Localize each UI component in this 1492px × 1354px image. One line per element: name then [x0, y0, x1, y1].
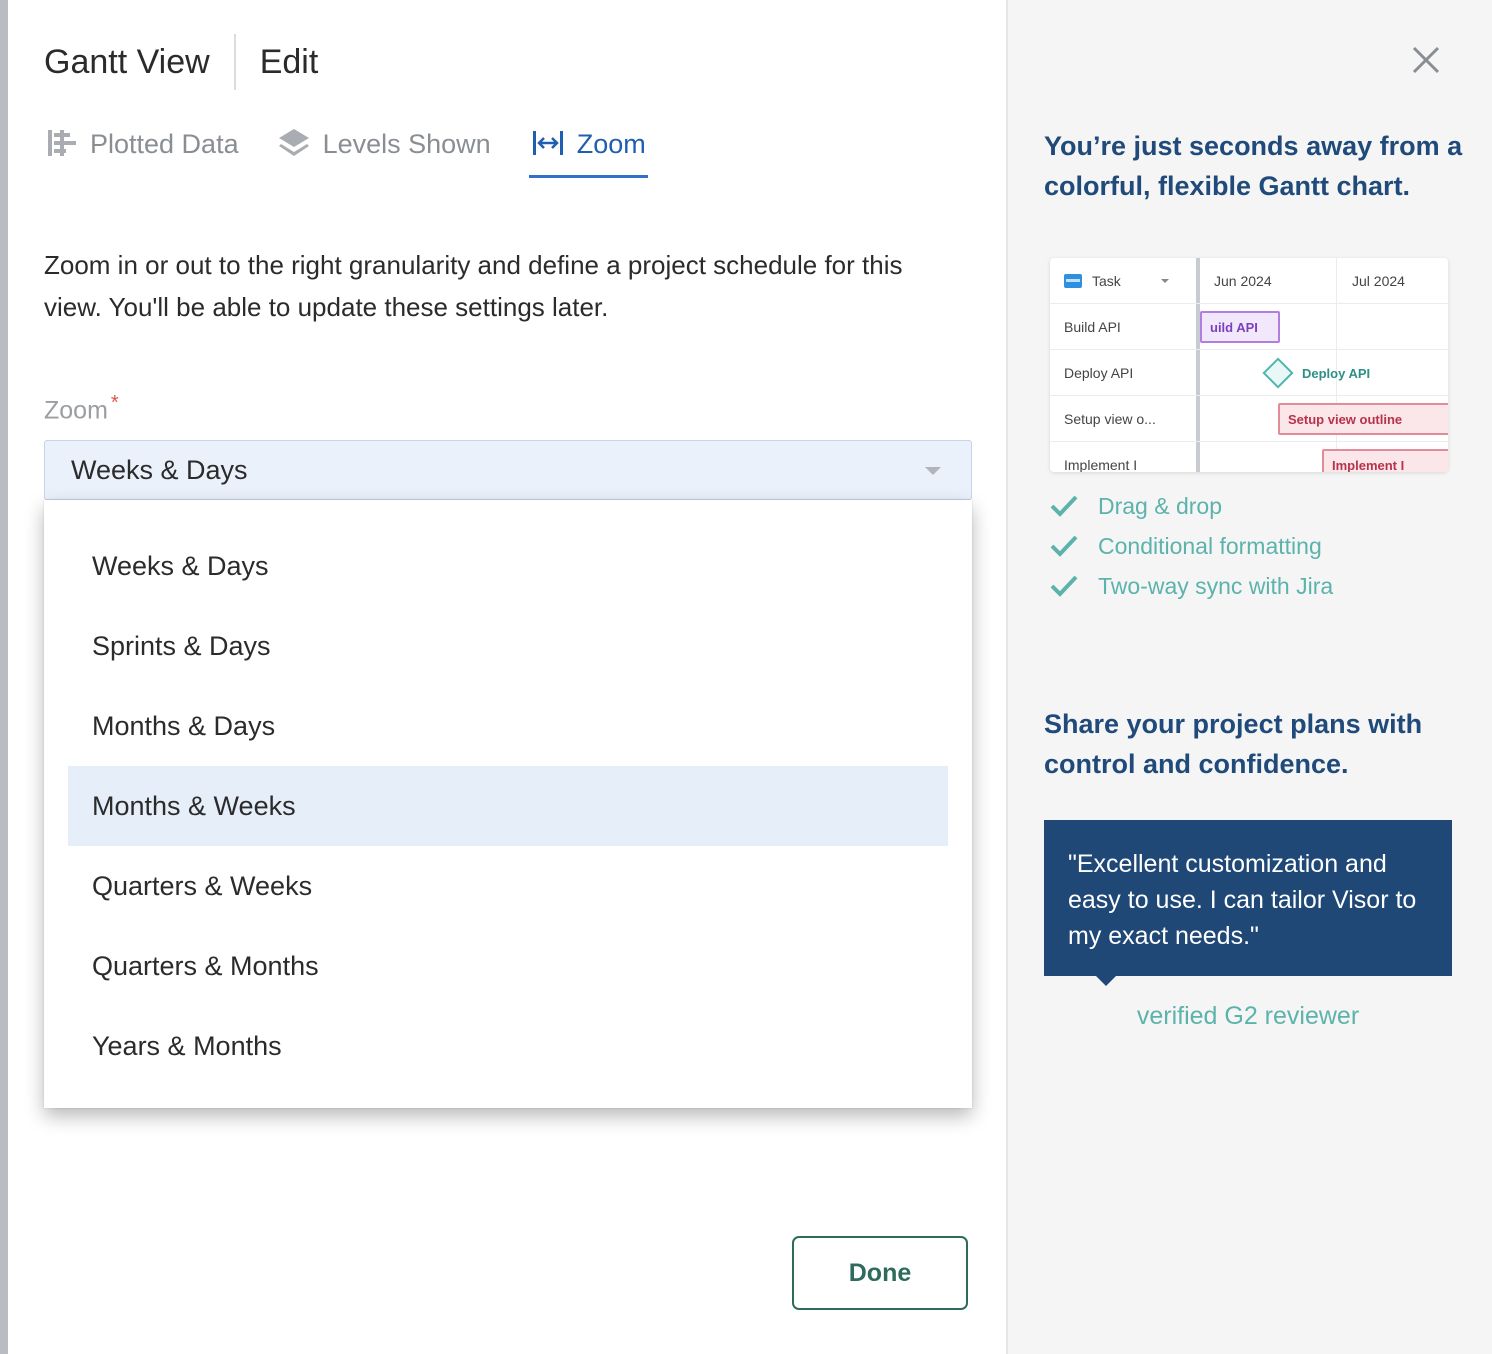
modal-title: Gantt View: [44, 42, 210, 81]
tab-plotted-data[interactable]: [44, 124, 239, 178]
required-marker: *: [110, 392, 119, 414]
gantt-preview-bar: Implement I: [1322, 449, 1448, 472]
title-divider: [234, 34, 236, 90]
feature-item: [1048, 566, 1333, 606]
tab-zoom-label: Zoom: [576, 129, 646, 159]
gantt-preview-row: [1050, 350, 1448, 396]
chevron-down-icon: [1161, 279, 1169, 283]
zoom-dropdown-menu: [44, 500, 972, 1108]
zoom-option-quarters-months[interactable]: Quarters & Months: [92, 950, 319, 981]
zoom-option-sprints-days[interactable]: Sprints & Days: [92, 630, 271, 661]
modal-header: [44, 34, 318, 90]
tab-plotted-data-label: Plotted Data: [90, 129, 239, 159]
gantt-preview-row-label: Build API: [1064, 319, 1121, 335]
tab-levels-shown-label: Levels Shown: [322, 129, 491, 159]
gantt-preview-row-label: Deploy API: [1064, 365, 1134, 381]
tab-levels-shown[interactable]: [277, 124, 491, 178]
gantt-preview-row: [1050, 304, 1448, 350]
zoom-label-text: Zoom: [44, 396, 108, 425]
testimonial-attribution: verified G2 reviewer: [1136, 1002, 1360, 1030]
zoom-select[interactable]: [44, 440, 972, 500]
feature-item: [1048, 486, 1333, 526]
gantt-preview-row: [1050, 442, 1448, 472]
zoom-option-months-days[interactable]: Months & Days: [92, 710, 276, 741]
feature-label: Conditional formatting: [1098, 532, 1322, 559]
gantt-preview-row-label: Implement I: [1064, 457, 1138, 472]
chevron-down-icon: [925, 467, 941, 475]
gantt-preview-task-header: [1050, 258, 1196, 304]
gantt-preview-row-label: Setup view o...: [1064, 411, 1156, 427]
settings-tabs: [44, 124, 686, 178]
testimonial-quote: "Excellent customization and easy to use. I can tailor Visor to my exact needs.": [1044, 820, 1452, 976]
gantt-preview-row: [1050, 396, 1448, 442]
zoom-option-months-weeks[interactable]: Months & Weeks: [68, 766, 948, 846]
feature-label: Drag & drop: [1098, 492, 1223, 519]
quote-tail: [1096, 976, 1116, 986]
promo-headline: You’re just seconds away from a colorful, flexible Gantt chart.: [1044, 131, 1463, 201]
done-button[interactable]: Done: [792, 1236, 968, 1310]
tab-zoom[interactable]: [529, 124, 648, 178]
promo-headline-secondary: Share your project plans with control and confidence.: [1044, 709, 1423, 779]
table-icon: [1064, 274, 1082, 288]
gantt-preview-task-label: Task: [1092, 273, 1121, 289]
checkmark-icon: [1048, 493, 1080, 519]
zoom-option-years-months[interactable]: Years & Months: [92, 1030, 282, 1061]
gantt-preview-image: [1050, 258, 1448, 472]
checkmark-icon: [1048, 533, 1080, 559]
zoom-arrows-icon: [531, 126, 565, 160]
modal-subtitle: Edit: [259, 42, 319, 81]
gantt-preview-bar: uild API: [1200, 311, 1280, 343]
gantt-preview-header-row: [1050, 258, 1448, 304]
zoom-field-label: [44, 392, 119, 425]
feature-list: [1048, 486, 1333, 606]
feature-label: Two-way sync with Jira: [1098, 572, 1334, 599]
zoom-description: Zoom in or out to the right granularity and define a project schedule for this view. You'll be able to update these settings later.: [44, 250, 903, 322]
settings-pane: [8, 0, 1006, 1354]
close-icon[interactable]: [1406, 40, 1446, 80]
zoom-option-quarters-weeks[interactable]: Quarters & Weeks: [92, 870, 313, 901]
promo-pane: [1006, 0, 1492, 1354]
zoom-option-weeks-days[interactable]: Weeks & Days: [92, 550, 269, 581]
gantt-preview-month-jun: Jun 2024: [1214, 273, 1272, 289]
gantt-preview-milestone-label: Deploy API: [1302, 365, 1371, 381]
feature-item: [1048, 526, 1333, 566]
plotted-data-icon: [44, 126, 78, 160]
gantt-preview-bar: Setup view outline: [1278, 403, 1448, 435]
layers-icon: [277, 126, 311, 160]
zoom-select-value: Weeks & Days: [71, 454, 248, 485]
checkmark-icon: [1048, 573, 1080, 599]
gantt-preview-month-jul: Jul 2024: [1352, 273, 1405, 289]
gantt-settings-modal: [8, 0, 1492, 1354]
